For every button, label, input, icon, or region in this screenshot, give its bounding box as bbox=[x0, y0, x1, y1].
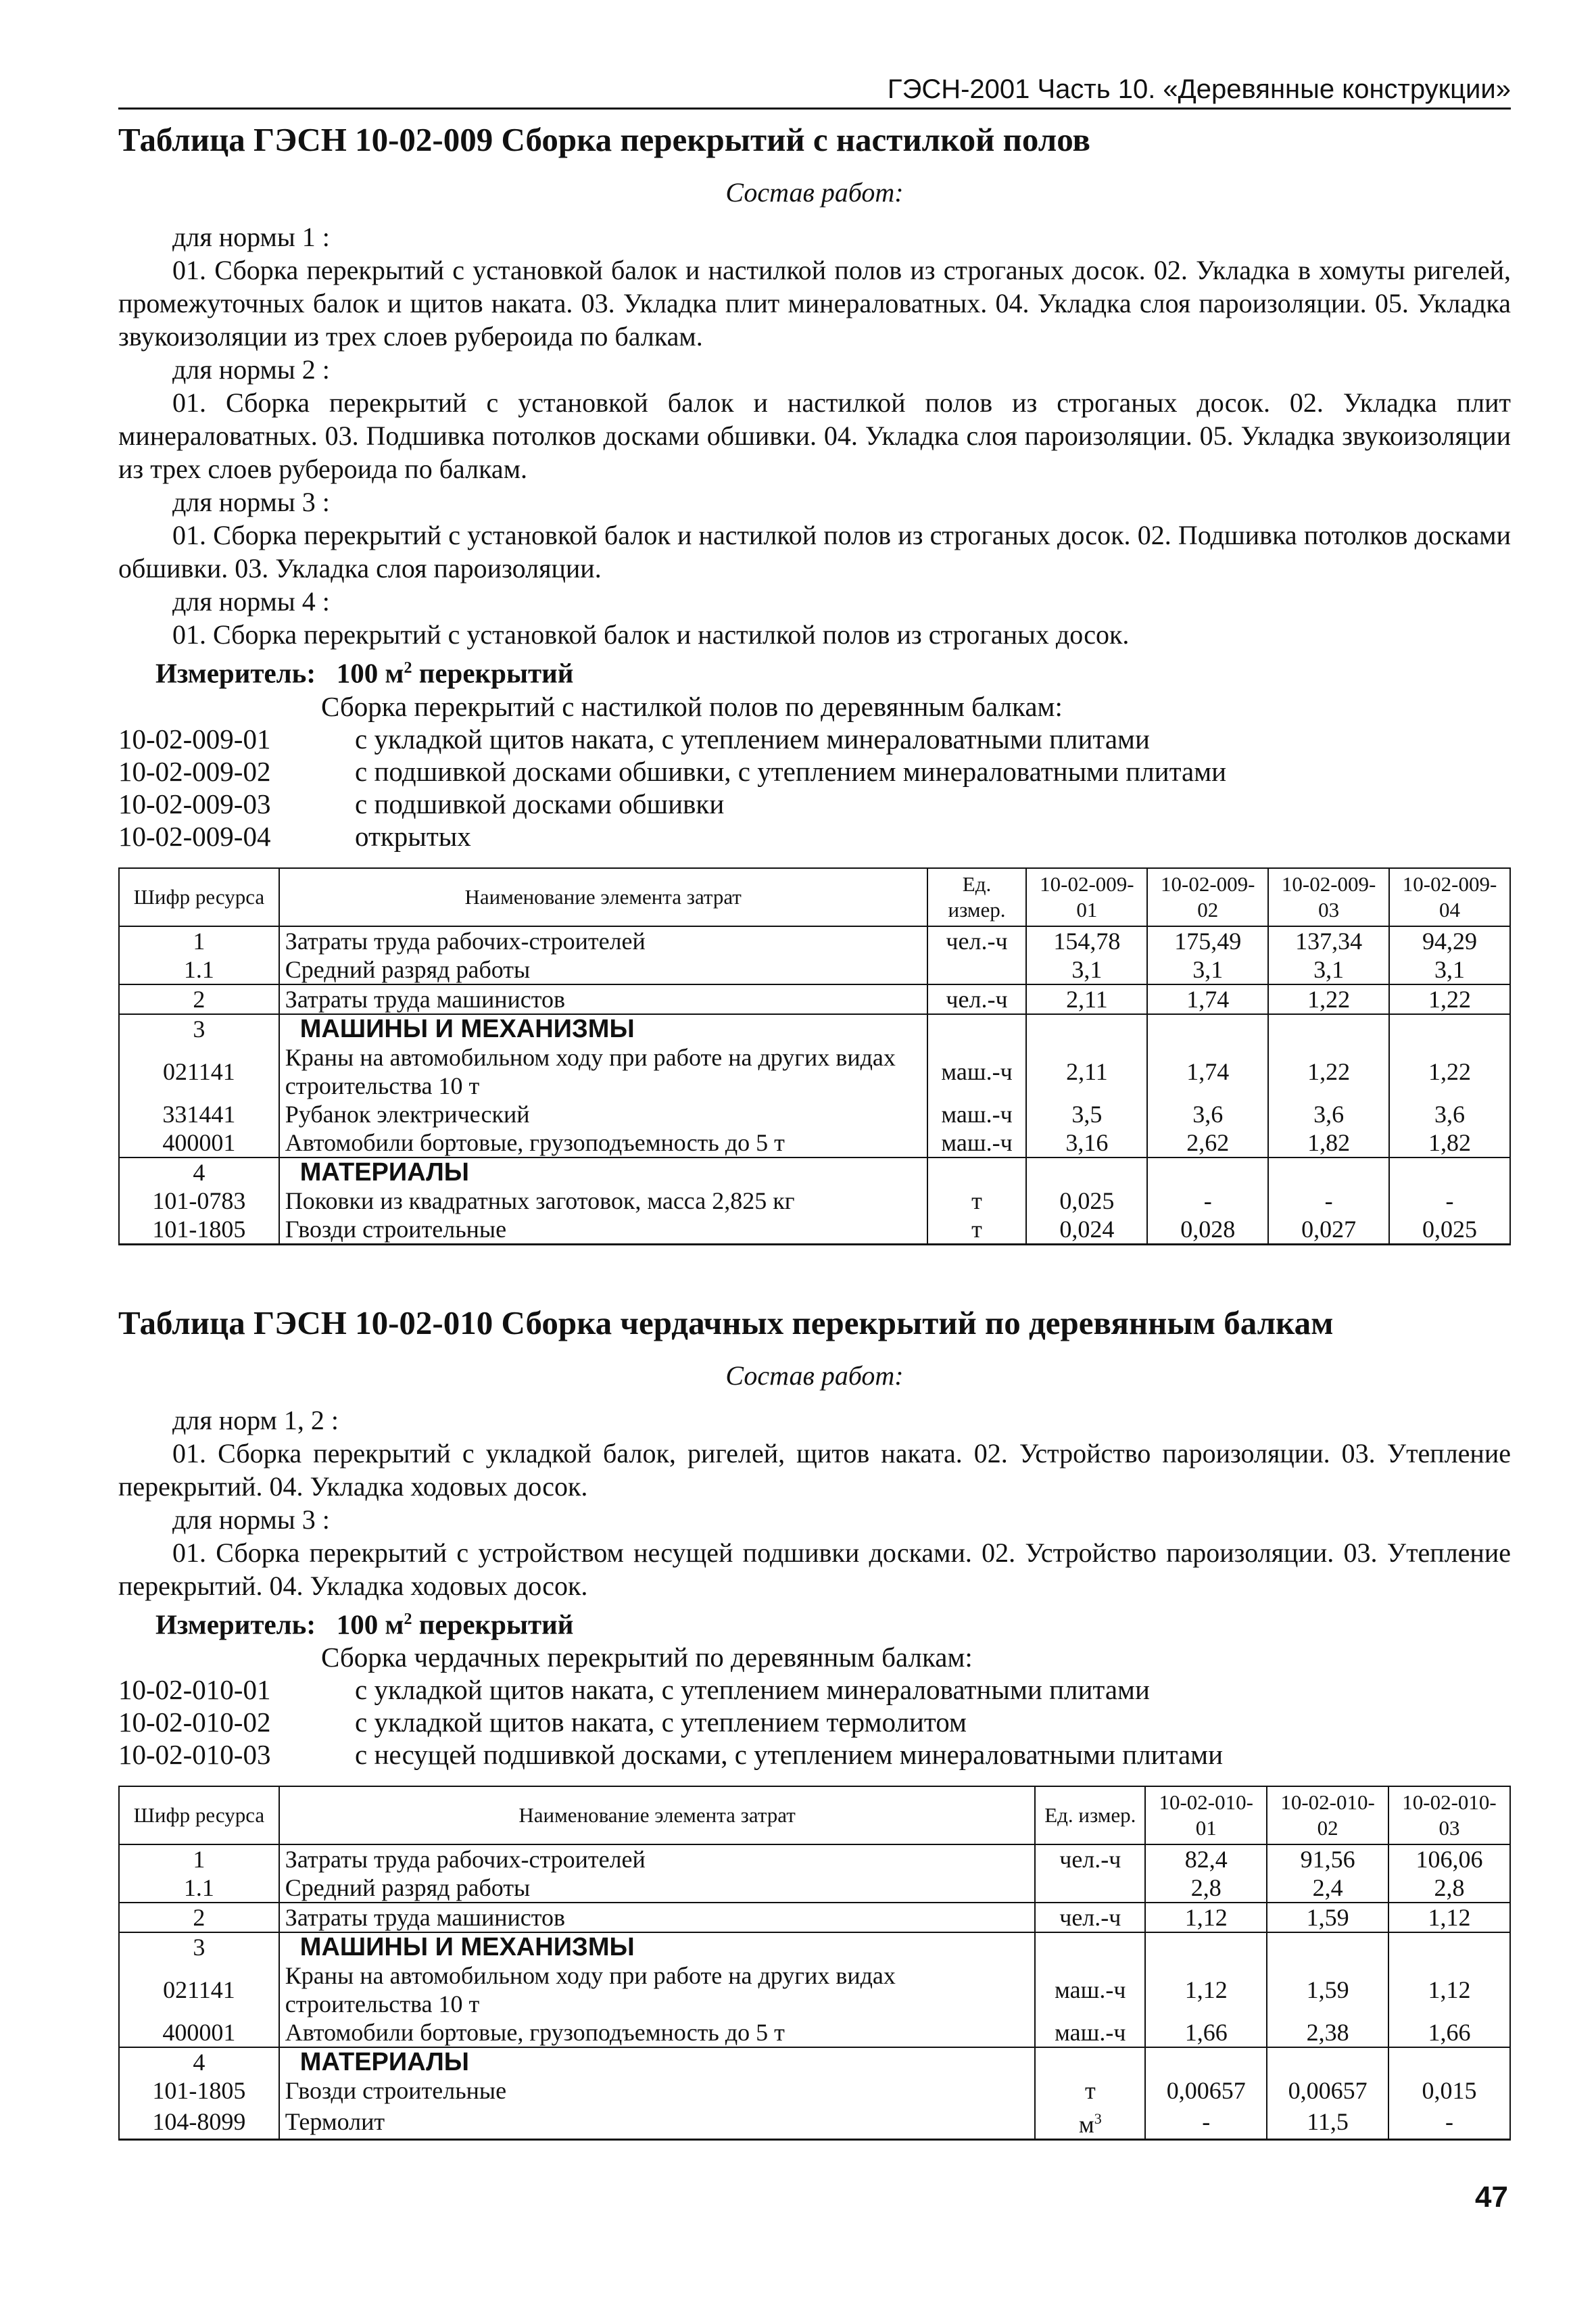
cell-value: 0,027 bbox=[1268, 1215, 1389, 1245]
section-row bbox=[119, 1932, 1510, 1961]
cell-cipher: 021141 bbox=[119, 1043, 279, 1100]
cell-value: 3,6 bbox=[1268, 1100, 1389, 1128]
cell-unit bbox=[1035, 2018, 1145, 2047]
section-title: МАШИНЫ И МЕХАНИЗМЫ bbox=[299, 1014, 635, 1043]
cell-value: 91,56 bbox=[1267, 1844, 1388, 1874]
cell-value: 1,82 bbox=[1268, 1128, 1389, 1158]
section-row bbox=[119, 1158, 1510, 1187]
norm-text: 01. Сборка перекрытий с установкой балок и настилкой полов из строганых досок. 02. Подшивка потолков досками обшивки. 03. Укладка слоя пароизоляции. bbox=[118, 520, 1511, 583]
cell-value: 1,22 bbox=[1268, 984, 1389, 1014]
table-row bbox=[119, 1043, 1510, 1100]
cell-name: Автомобили бортовые, грузоподъемность до 5 т bbox=[279, 1128, 927, 1158]
table-row bbox=[119, 2018, 1510, 2047]
norm-text: 01. Сборка перекрытий с установкой балок и настилкой полов из строганых досок. 02. Укладка в хомуты ригелей, промежуточных балок и щитов наката. 03. Укладка плит минераловатных. 04. Укладка слоя пароизоляции. 05. Укладка звукоизоляции из трех слоев рубероида по балкам. bbox=[118, 255, 1511, 352]
cell-value: 0,015 bbox=[1388, 2076, 1510, 2105]
table1-sostav-label: Состав работ: bbox=[725, 177, 904, 208]
norm-code: 10-02-010-01 bbox=[118, 1674, 271, 1706]
col-norm-header: 10-02-009-01 bbox=[1026, 868, 1147, 926]
unit-text: маш.-ч bbox=[1055, 2019, 1126, 2047]
table2-group-title: Сборка чердачных перекрытий по деревянным балкам: bbox=[321, 1642, 973, 1673]
cell-unit bbox=[1035, 1932, 1145, 1961]
cell-cipher: 101-1805 bbox=[119, 2076, 279, 2105]
unit-text: чел.-ч bbox=[946, 985, 1008, 1013]
section-title: МАШИНЫ И МЕХАНИЗМЫ bbox=[299, 1933, 635, 1962]
col-cipher-header: Шифр ресурса bbox=[119, 1786, 279, 1844]
cell-value: - bbox=[1145, 2105, 1267, 2140]
table1-code-list bbox=[118, 723, 1511, 853]
cell-value: 3,1 bbox=[1147, 955, 1268, 984]
cell-value bbox=[1145, 2047, 1267, 2076]
cell-name: Затраты труда рабочих-строителей bbox=[279, 1844, 1036, 1874]
document-page bbox=[118, 74, 1511, 2141]
norm-desc: с подшивкой досками обшивки bbox=[355, 788, 725, 819]
cell-value: 1,82 bbox=[1389, 1128, 1510, 1158]
cell-value: 2,11 bbox=[1026, 1043, 1147, 1100]
cell-value: 1,12 bbox=[1145, 1903, 1267, 1932]
unit-text: маш.-ч bbox=[941, 1100, 1013, 1128]
cell-value: 11,5 bbox=[1267, 2105, 1388, 2140]
cell-value: 94,29 bbox=[1389, 926, 1510, 955]
norm-desc: с подшивкой досками обшивки, с утеплением минераловатными плитами bbox=[355, 755, 1227, 787]
cell-unit bbox=[1035, 2047, 1145, 2076]
cell-unit bbox=[927, 955, 1027, 984]
cell-cipher: 1.1 bbox=[119, 1874, 279, 1903]
code-row bbox=[118, 788, 1511, 820]
norm-desc: с укладкой щитов наката, с утеплением минераловатными плитами bbox=[355, 1674, 1150, 1706]
cell-value: 1,12 bbox=[1145, 1961, 1267, 2018]
table2-body bbox=[119, 1844, 1510, 2140]
cell-section-title bbox=[279, 1014, 927, 1043]
norm-desc: с укладкой щитов наката, с утеплением термолитом bbox=[355, 1707, 967, 1738]
table2-norms bbox=[118, 1404, 1511, 1602]
cell-name: Краны на автомобильном ходу при работе на других видах строительства 10 т bbox=[279, 1043, 927, 1100]
norm-desc: открытых bbox=[355, 820, 471, 852]
table2-title: Таблица ГЭСН 10-02-010 Сборка чердачных перекрытий по деревянным балкам bbox=[118, 1304, 1334, 1341]
meter-unit: перекрытий bbox=[418, 1608, 574, 1640]
cell-value: 3,6 bbox=[1147, 1100, 1268, 1128]
cell-value bbox=[1147, 1158, 1268, 1187]
table-row bbox=[119, 2076, 1510, 2105]
cell-unit bbox=[1035, 2076, 1145, 2105]
cell-cipher: 104-8099 bbox=[119, 2105, 279, 2140]
table2-meter bbox=[118, 1602, 1511, 1642]
section-row bbox=[119, 2047, 1510, 2076]
cell-unit bbox=[927, 926, 1027, 955]
table-header-row bbox=[119, 868, 1510, 926]
cell-value: - bbox=[1388, 2105, 1510, 2140]
cell-unit bbox=[927, 1100, 1027, 1128]
cell-cipher: 400001 bbox=[119, 1128, 279, 1158]
col-norm-header: 10-02-009-04 bbox=[1389, 868, 1510, 926]
cell-value bbox=[1268, 1014, 1389, 1043]
cell-value: 175,49 bbox=[1147, 926, 1268, 955]
table2-resource-table bbox=[118, 1786, 1511, 2141]
norm-code: 10-02-009-03 bbox=[118, 788, 271, 819]
cell-cipher: 4 bbox=[119, 2047, 279, 2076]
cell-value: 3,1 bbox=[1026, 955, 1147, 984]
cell-value: 1,59 bbox=[1267, 1961, 1388, 2018]
cell-value: 2,8 bbox=[1388, 1874, 1510, 1903]
table1-section bbox=[118, 120, 1511, 1245]
cell-value bbox=[1145, 1932, 1267, 1961]
table1-body bbox=[119, 926, 1510, 1245]
cell-cipher: 2 bbox=[119, 984, 279, 1014]
cell-cipher: 400001 bbox=[119, 2018, 279, 2047]
table-row bbox=[119, 1903, 1510, 1932]
cell-unit bbox=[927, 1014, 1027, 1043]
cell-value: 2,4 bbox=[1267, 1874, 1388, 1903]
cell-unit bbox=[927, 1215, 1027, 1245]
cell-unit bbox=[1035, 1961, 1145, 2018]
cell-unit bbox=[1035, 2105, 1145, 2140]
cell-value: 106,06 bbox=[1388, 1844, 1510, 1874]
cell-value: 1,12 bbox=[1388, 1903, 1510, 1932]
cell-value: 0,025 bbox=[1026, 1187, 1147, 1215]
cell-value bbox=[1389, 1014, 1510, 1043]
cell-value: 1,12 bbox=[1388, 1961, 1510, 2018]
code-row bbox=[118, 723, 1511, 755]
col-name-header: Наименование элемента затрат bbox=[279, 1786, 1036, 1844]
cell-name: Краны на автомобильном ходу при работе на других видах строительства 10 т bbox=[279, 1961, 1036, 2018]
cell-value bbox=[1026, 1014, 1147, 1043]
cell-value: 1,74 bbox=[1147, 1043, 1268, 1100]
cell-cipher: 1.1 bbox=[119, 955, 279, 984]
cell-name: Рубанок электрический bbox=[279, 1100, 927, 1128]
col-norm-header: 10-02-010-02 bbox=[1267, 1786, 1388, 1844]
meter-sup: 2 bbox=[404, 659, 412, 677]
cell-value: 3,16 bbox=[1026, 1128, 1147, 1158]
cell-value: 0,00657 bbox=[1267, 2076, 1388, 2105]
unit-text: чел.-ч bbox=[1059, 1846, 1121, 1874]
unit-text: т bbox=[1084, 2077, 1096, 2105]
cell-value: 1,22 bbox=[1389, 1043, 1510, 1100]
table-row bbox=[119, 1128, 1510, 1158]
cell-value bbox=[1267, 2047, 1388, 2076]
unit-text: м bbox=[1078, 2111, 1094, 2139]
cell-name: Гвозди строительные bbox=[279, 2076, 1036, 2105]
cell-name: Гвозди строительные bbox=[279, 1215, 927, 1245]
cell-value: 3,6 bbox=[1389, 1100, 1510, 1128]
cell-cipher: 1 bbox=[119, 1844, 279, 1874]
meter-unit: перекрытий bbox=[418, 657, 574, 689]
cell-unit bbox=[927, 1187, 1027, 1215]
table2-section bbox=[118, 1304, 1511, 2141]
cell-cipher: 4 bbox=[119, 1158, 279, 1187]
cell-value bbox=[1268, 1158, 1389, 1187]
meter-value: 100 м bbox=[336, 1608, 404, 1640]
norm-desc: с несущей подшивкой досками, с утеплением минераловатными плитами bbox=[355, 1739, 1224, 1771]
cell-cipher: 2 bbox=[119, 1903, 279, 1932]
cell-cipher: 3 bbox=[119, 1014, 279, 1043]
cell-value bbox=[1026, 1158, 1147, 1187]
unit-text: маш.-ч bbox=[1055, 1976, 1126, 2004]
code-row bbox=[118, 1706, 1511, 1738]
cell-unit bbox=[927, 1043, 1027, 1100]
unit-sup: 3 bbox=[1094, 2110, 1102, 2128]
unit-text: т bbox=[971, 1215, 982, 1243]
cell-value: 2,62 bbox=[1147, 1128, 1268, 1158]
cell-section-title bbox=[279, 1932, 1036, 1961]
cell-value: 2,38 bbox=[1267, 2018, 1388, 2047]
table2-sostav-label: Состав работ: bbox=[725, 1360, 904, 1391]
norm-text: 01. Сборка перекрытий с устройством несущей подшивки досками. 02. Устройство пароизоляции. 03. Утепление перекрытий. 04. Укладка ходовых досок. bbox=[118, 1537, 1511, 1601]
norm-label: для нормы 2 : bbox=[172, 354, 330, 385]
meter-label: Измеритель: bbox=[155, 1608, 316, 1640]
col-norm-header: 10-02-009-03 bbox=[1268, 868, 1389, 926]
cell-section-title bbox=[279, 1158, 927, 1187]
meter-label: Измеритель: bbox=[155, 657, 316, 689]
table-row bbox=[119, 926, 1510, 955]
cell-cipher: 021141 bbox=[119, 1961, 279, 2018]
code-row bbox=[118, 820, 1511, 853]
norm-text: 01. Сборка перекрытий с установкой балок и настилкой полов из строганых досок. bbox=[172, 619, 1130, 650]
table1-title: Таблица ГЭСН 10-02-009 Сборка перекрытий с настилкой полов bbox=[118, 121, 1090, 158]
cell-name: Затраты труда рабочих-строителей bbox=[279, 926, 927, 955]
cell-value: 3,5 bbox=[1026, 1100, 1147, 1128]
table1-norms bbox=[118, 220, 1511, 651]
cell-value: 0,024 bbox=[1026, 1215, 1147, 1245]
cell-value: 1,22 bbox=[1389, 984, 1510, 1014]
cell-value: 3,1 bbox=[1389, 955, 1510, 984]
cell-cipher: 331441 bbox=[119, 1100, 279, 1128]
cell-cipher: 1 bbox=[119, 926, 279, 955]
cell-section-title bbox=[279, 2047, 1036, 2076]
cell-value: 1,74 bbox=[1147, 984, 1268, 1014]
table-header-row bbox=[119, 1786, 1510, 1844]
col-norm-header: 10-02-010-01 bbox=[1145, 1786, 1267, 1844]
cell-cipher: 101-0783 bbox=[119, 1187, 279, 1215]
cell-value: 1,66 bbox=[1388, 2018, 1510, 2047]
running-header: ГЭСН-2001 Часть 10. «Деревянные конструкции» bbox=[118, 74, 1511, 110]
norm-label: для нормы 1 : bbox=[172, 222, 330, 252]
cell-value bbox=[1389, 1158, 1510, 1187]
cell-value bbox=[1267, 1932, 1388, 1961]
col-unit-header: Ед. измер. bbox=[1035, 1786, 1145, 1844]
col-cipher-header: Шифр ресурса bbox=[119, 868, 279, 926]
unit-text: маш.-ч bbox=[941, 1128, 1013, 1156]
table1-meter bbox=[118, 651, 1511, 690]
cell-value: 82,4 bbox=[1145, 1844, 1267, 1874]
table-row bbox=[119, 1844, 1510, 1874]
table-row bbox=[119, 1100, 1510, 1128]
meter-sup: 2 bbox=[404, 1610, 412, 1628]
unit-text: чел.-ч bbox=[1059, 1904, 1121, 1932]
cell-unit bbox=[1035, 1903, 1145, 1932]
cell-value: 0,00657 bbox=[1145, 2076, 1267, 2105]
norm-code: 10-02-009-04 bbox=[118, 820, 271, 852]
unit-text: маш.-ч bbox=[941, 1057, 1013, 1085]
code-row bbox=[118, 755, 1511, 788]
section-row bbox=[119, 1014, 1510, 1043]
table-row bbox=[119, 1961, 1510, 2018]
page-number: 47 bbox=[1475, 2180, 1508, 2214]
cell-name: Затраты труда машинистов bbox=[279, 984, 927, 1014]
cell-cipher: 3 bbox=[119, 1932, 279, 1961]
cell-unit bbox=[927, 1128, 1027, 1158]
cell-name: Средний разряд работы bbox=[279, 955, 927, 984]
cell-value: - bbox=[1389, 1187, 1510, 1215]
cell-value: 154,78 bbox=[1026, 926, 1147, 955]
cell-value bbox=[1147, 1014, 1268, 1043]
cell-name: Автомобили бортовые, грузоподъемность до 5 т bbox=[279, 2018, 1036, 2047]
code-row bbox=[118, 1673, 1511, 1706]
cell-name: Поковки из квадратных заготовок, масса 2,825 кг bbox=[279, 1187, 927, 1215]
norm-code: 10-02-010-02 bbox=[118, 1707, 271, 1738]
col-name-header: Наименование элемента затрат bbox=[279, 868, 927, 926]
col-norm-header: 10-02-009-02 bbox=[1147, 868, 1268, 926]
cell-value: 1,66 bbox=[1145, 2018, 1267, 2047]
meter-value: 100 м bbox=[336, 657, 404, 689]
table-row bbox=[119, 1187, 1510, 1215]
cell-value: 137,34 bbox=[1268, 926, 1389, 955]
norm-desc: с укладкой щитов наката, с утеплением минераловатными плитами bbox=[355, 723, 1150, 755]
norm-label: для нормы 4 : bbox=[172, 586, 330, 617]
code-row bbox=[118, 1738, 1511, 1771]
cell-name: Затраты труда машинистов bbox=[279, 1903, 1036, 1932]
norm-code: 10-02-009-02 bbox=[118, 755, 271, 787]
table-row bbox=[119, 984, 1510, 1014]
cell-unit bbox=[1035, 1844, 1145, 1874]
norm-text: 01. Сборка перекрытий с укладкой балок, ригелей, щитов наката. 02. Устройство пароизоляции. 03. Утепление перекрытий. 04. Укладка ходовых досок. bbox=[118, 1437, 1511, 1502]
cell-value bbox=[1388, 2047, 1510, 2076]
table1-group-title: Сборка перекрытий с настилкой полов по деревянным балкам: bbox=[321, 690, 1063, 722]
cell-value: 1,59 bbox=[1267, 1903, 1388, 1932]
norm-code: 10-02-009-01 bbox=[118, 723, 271, 755]
table-row bbox=[119, 955, 1510, 984]
norm-code: 10-02-010-03 bbox=[118, 1739, 271, 1771]
cell-value: 1,22 bbox=[1268, 1043, 1389, 1100]
col-norm-header: 10-02-010-03 bbox=[1388, 1786, 1510, 1844]
cell-name: Средний разряд работы bbox=[279, 1874, 1036, 1903]
table2-code-list bbox=[118, 1673, 1511, 1771]
cell-unit bbox=[927, 984, 1027, 1014]
norm-label: для норм 1, 2 : bbox=[172, 1404, 339, 1435]
table-row bbox=[119, 1874, 1510, 1903]
norm-text: 01. Сборка перекрытий с установкой балок и настилкой полов из строганых досок. 02. Укладка плит минераловатных. 03. Подшивка потолков досками обшивки. 04. Укладка слоя пароизоляции. 05. Укладка звукоизоляции из трех слоев рубероида по балкам. bbox=[118, 387, 1511, 484]
cell-value: 3,1 bbox=[1268, 955, 1389, 984]
cell-value: 2,8 bbox=[1145, 1874, 1267, 1903]
section-title: МАТЕРИАЛЫ bbox=[299, 2048, 469, 2077]
table1-resource-table bbox=[118, 867, 1511, 1245]
table-row bbox=[119, 2105, 1510, 2140]
cell-value bbox=[1388, 1932, 1510, 1961]
cell-name: Термолит bbox=[279, 2105, 1036, 2140]
cell-value: 2,11 bbox=[1026, 984, 1147, 1014]
cell-value: 0,028 bbox=[1147, 1215, 1268, 1245]
cell-unit bbox=[1035, 1874, 1145, 1903]
norm-label: для нормы 3 : bbox=[172, 1504, 330, 1535]
cell-value: - bbox=[1268, 1187, 1389, 1215]
cell-value: - bbox=[1147, 1187, 1268, 1215]
table-row bbox=[119, 1215, 1510, 1245]
cell-unit bbox=[927, 1158, 1027, 1187]
norm-label: для нормы 3 : bbox=[172, 487, 330, 517]
unit-text: чел.-ч bbox=[946, 927, 1008, 955]
col-unit-header: Ед. измер. bbox=[927, 868, 1027, 926]
cell-value: 0,025 bbox=[1389, 1215, 1510, 1245]
unit-text: т bbox=[971, 1187, 982, 1214]
cell-cipher: 101-1805 bbox=[119, 1215, 279, 1245]
section-title: МАТЕРИАЛЫ bbox=[299, 1158, 469, 1187]
